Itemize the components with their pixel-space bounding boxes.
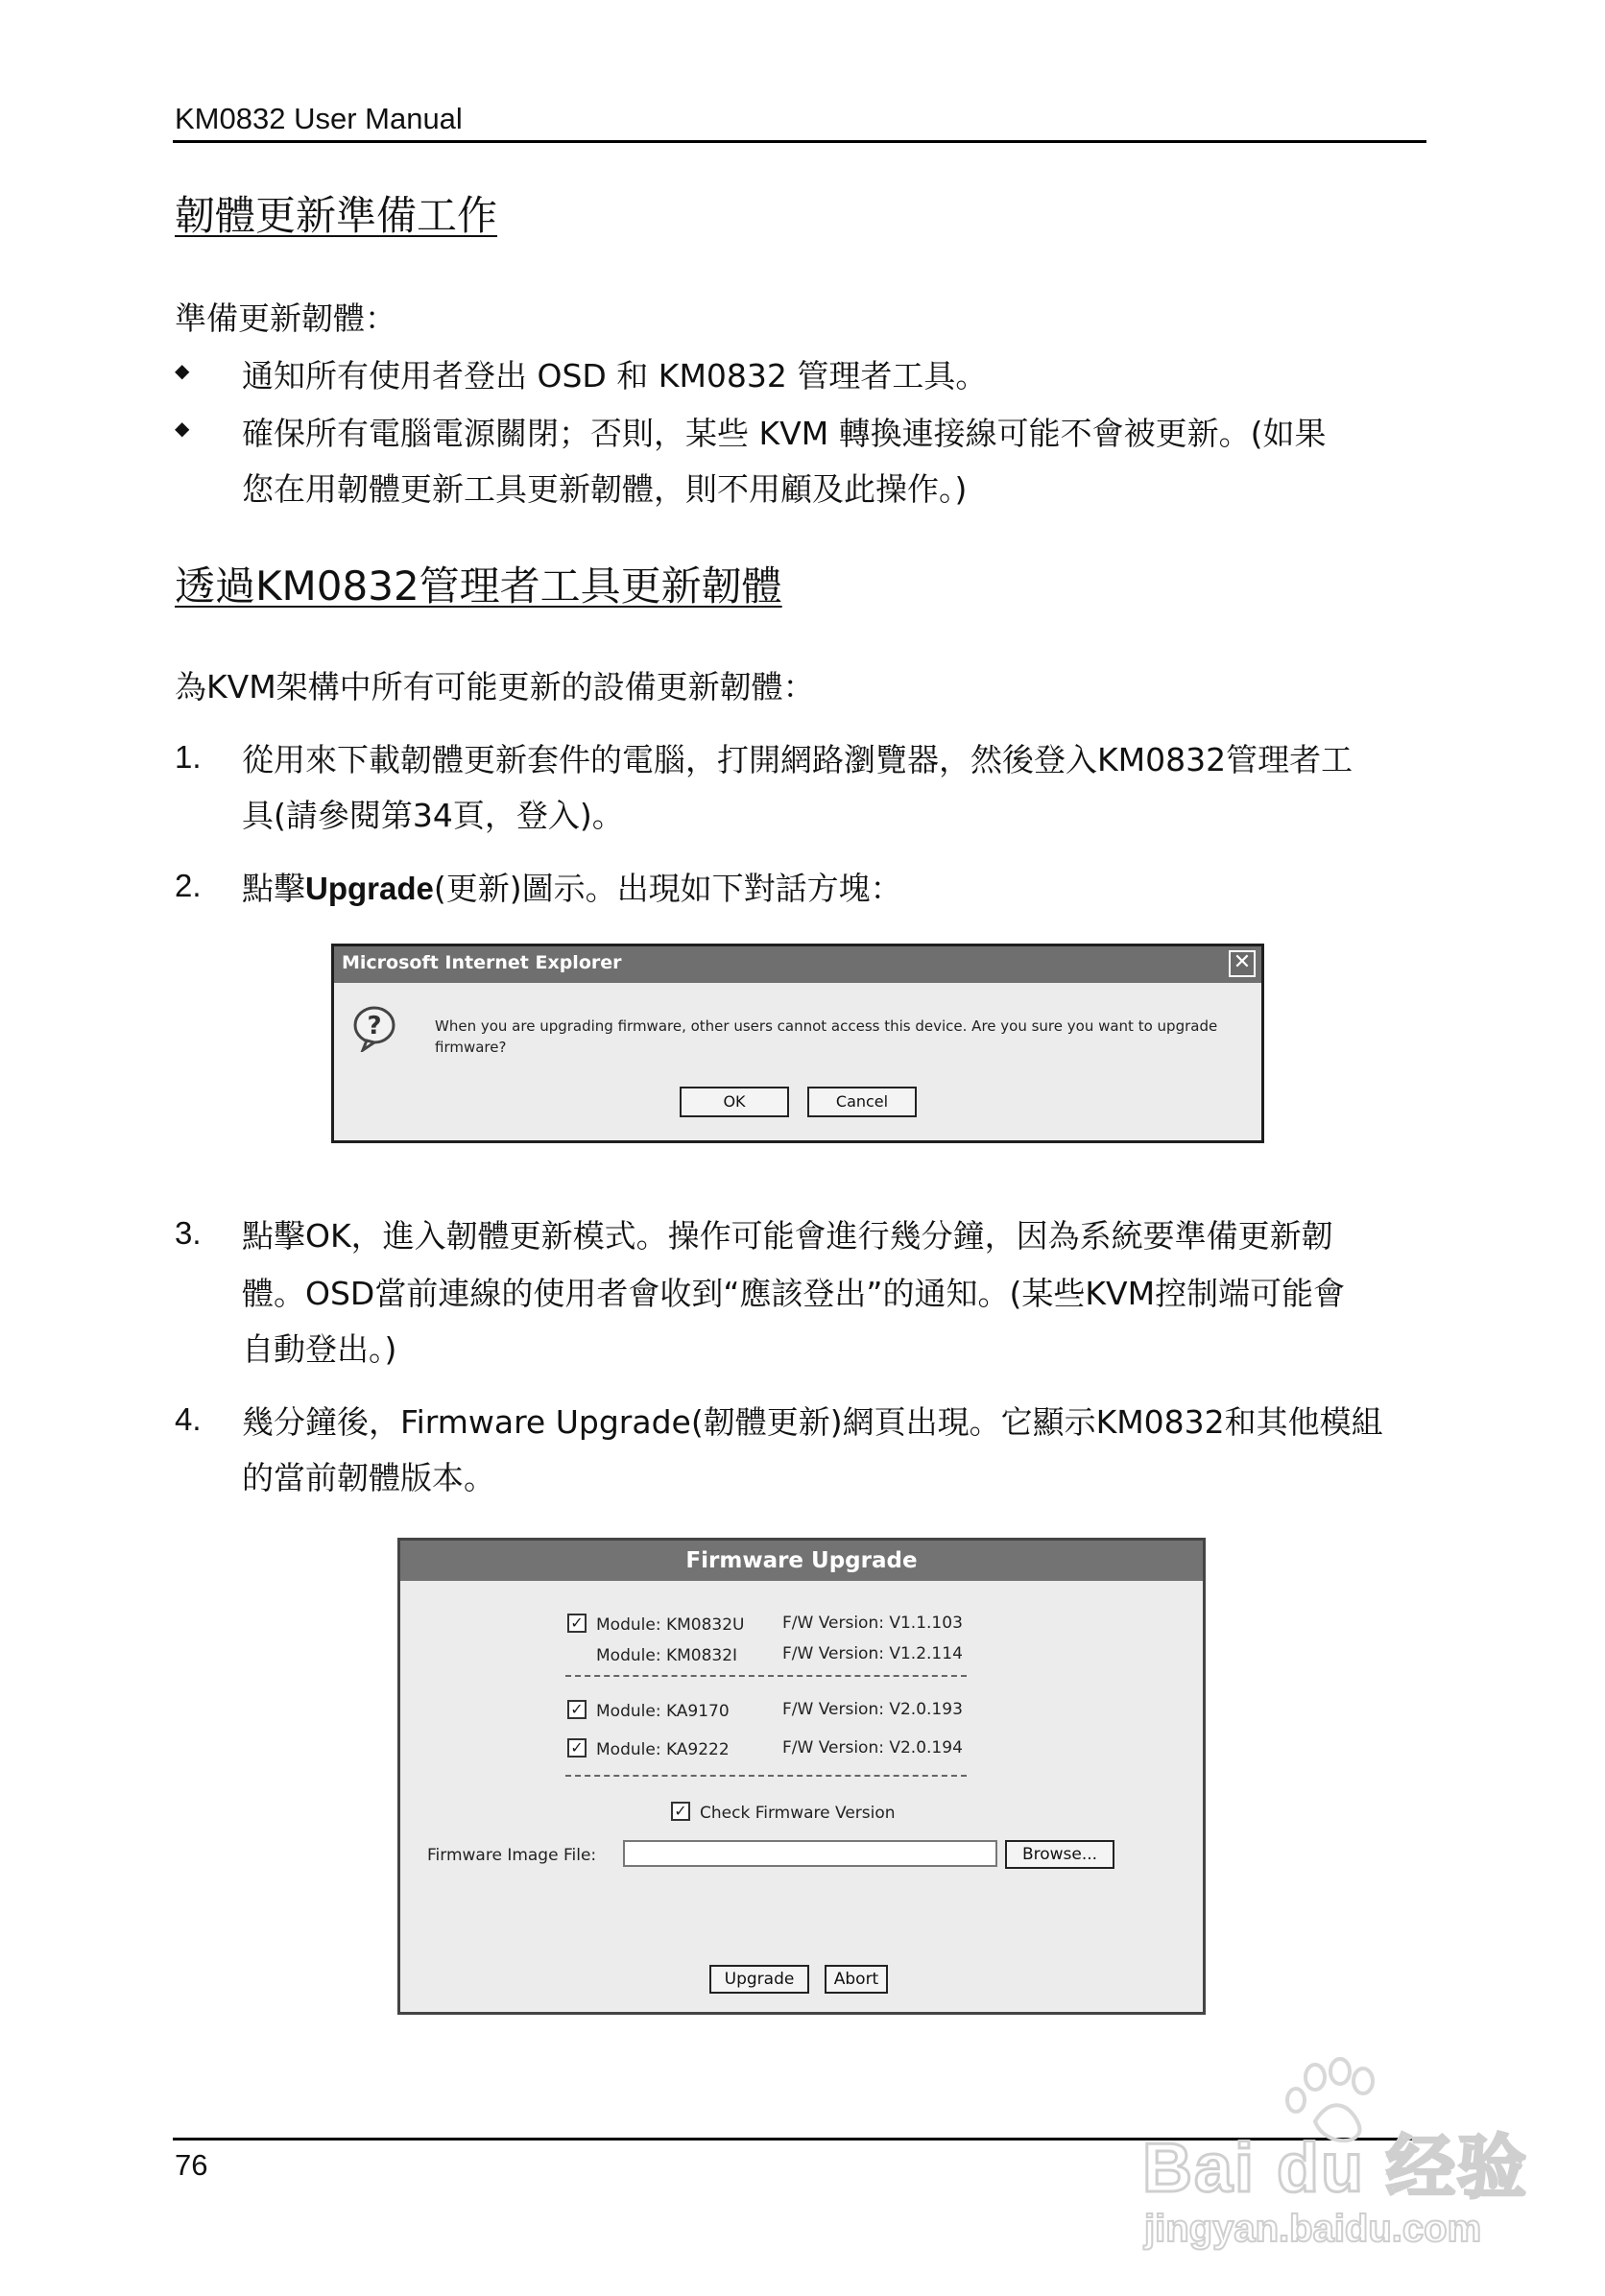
firmware-file-label: Firmware Image File: bbox=[427, 1846, 597, 1865]
step-number-2: 2. bbox=[175, 868, 202, 903]
prepare-intro: 準備更新韌體： bbox=[175, 299, 396, 337]
step-number-1: 1. bbox=[175, 739, 202, 775]
module-name-km0832i: Module: KM0832I bbox=[596, 1646, 738, 1665]
page-number: 76 bbox=[175, 2148, 208, 2182]
watermark-url: jingyan.baidu.com bbox=[1144, 2208, 1482, 2250]
prepare-bullet-1: 通知所有使用者登出 OSD 和 KM0832 管理者工具。 bbox=[242, 357, 988, 395]
prepare-bullet-2: 確保所有電腦電源關閉；否則，某些 KVM 轉換連接線可能不會被更新。(如果 bbox=[242, 415, 1327, 452]
step-4-line-2: 的當前韌體版本。 bbox=[242, 1459, 495, 1496]
step-number-4: 4. bbox=[175, 1401, 202, 1437]
module-name-ka9222: Module: KA9222 bbox=[596, 1740, 730, 1759]
prepare-bullet-2-cont: 您在用韌體更新工具更新韌體，則不用顧及此操作。) bbox=[242, 470, 968, 508]
ok-button[interactable]: OK bbox=[680, 1087, 789, 1117]
step-1-line-1: 從用來下載韌體更新套件的電腦，打開網路瀏覽器，然後登入KM0832管理者工 bbox=[242, 741, 1353, 778]
check-firmware-label: Check Firmware Version bbox=[700, 1804, 896, 1823]
question-icon bbox=[351, 1004, 399, 1052]
module-name-ka9170: Module: KA9170 bbox=[596, 1702, 730, 1721]
upgrade-button[interactable]: Upgrade bbox=[709, 1965, 809, 1994]
dialog-titlebar bbox=[334, 946, 1261, 983]
module-version-km0832u: F/W Version: V1.1.103 bbox=[782, 1614, 963, 1633]
header-divider bbox=[173, 140, 1426, 143]
divider bbox=[565, 1675, 967, 1677]
dialog-title: Microsoft Internet Explorer bbox=[342, 952, 622, 973]
dialog-message: When you are upgrading firmware, other users cannot access this device. Are you sure you want to upgrade firmware? bbox=[435, 1017, 1218, 1056]
module-version-km0832i: F/W Version: V1.2.114 bbox=[782, 1644, 963, 1663]
check-firmware-checkbox[interactable]: ✓ bbox=[671, 1802, 690, 1821]
firmware-upgrade-panel bbox=[397, 1538, 1206, 2015]
manual-title: KM0832 User Manual bbox=[175, 102, 463, 135]
ie-confirm-dialog bbox=[331, 944, 1264, 1143]
browse-button[interactable]: Browse... bbox=[1005, 1840, 1114, 1869]
step-3-line-2: 體。OSD當前連線的使用者會收到“應該登出”的通知。(某些KVM控制端可能會 bbox=[242, 1275, 1346, 1312]
bullet-icon: ◆ bbox=[175, 359, 190, 382]
watermark-brand: Bai du 经验 bbox=[1142, 2130, 1529, 2207]
module-name-km0832u: Module: KM0832U bbox=[596, 1615, 745, 1635]
module-version-ka9222: F/W Version: V2.0.194 bbox=[782, 1738, 963, 1758]
step-2-pre: 點擊 bbox=[242, 870, 305, 907]
step-number-3: 3. bbox=[175, 1215, 202, 1251]
firmware-titlebar bbox=[400, 1541, 1203, 1581]
firmware-title: Firmware Upgrade bbox=[685, 1548, 918, 1573]
section-heading-upgrade: 透過KM0832管理者工具更新韌體 bbox=[175, 562, 782, 610]
step-3-line-3: 自動登出。) bbox=[242, 1330, 397, 1368]
module-checkbox-km0832u[interactable]: ✓ bbox=[567, 1614, 587, 1633]
baidu-jingyan-watermark bbox=[1133, 2054, 1536, 2265]
module-version-ka9170: F/W Version: V2.0.193 bbox=[782, 1700, 963, 1719]
cancel-button[interactable]: Cancel bbox=[807, 1087, 917, 1117]
step-2-post: (更新)圖示。出現如下對話方塊： bbox=[433, 870, 902, 907]
step-2-text bbox=[242, 864, 902, 909]
svg-text:?: ? bbox=[367, 1012, 382, 1040]
firmware-file-input[interactable] bbox=[623, 1840, 997, 1867]
step-1-line-2: 具(請參閱第34頁，登入)。 bbox=[242, 797, 624, 834]
module-checkbox-ka9170[interactable]: ✓ bbox=[567, 1700, 587, 1719]
bullet-icon: ◆ bbox=[175, 417, 190, 440]
upgrade-intro: 為KVM架構中所有可能更新的設備更新韌體： bbox=[175, 668, 815, 706]
step-4-line-1: 幾分鐘後，Firmware Upgrade(韌體更新)網頁出現。它顯示KM0832和其他模組 bbox=[242, 1403, 1383, 1441]
divider bbox=[565, 1775, 967, 1777]
section-heading-prepare: 韌體更新準備工作 bbox=[175, 192, 498, 239]
close-icon[interactable]: ✕ bbox=[1229, 950, 1256, 977]
module-checkbox-ka9222[interactable]: ✓ bbox=[567, 1738, 587, 1758]
step-2-bold: Upgrade bbox=[305, 871, 434, 906]
step-3-line-1: 點擊OK，進入韌體更新模式。操作可能會進行幾分鐘，因為系統要準備更新韌 bbox=[242, 1217, 1333, 1255]
abort-button[interactable]: Abort bbox=[825, 1965, 888, 1994]
